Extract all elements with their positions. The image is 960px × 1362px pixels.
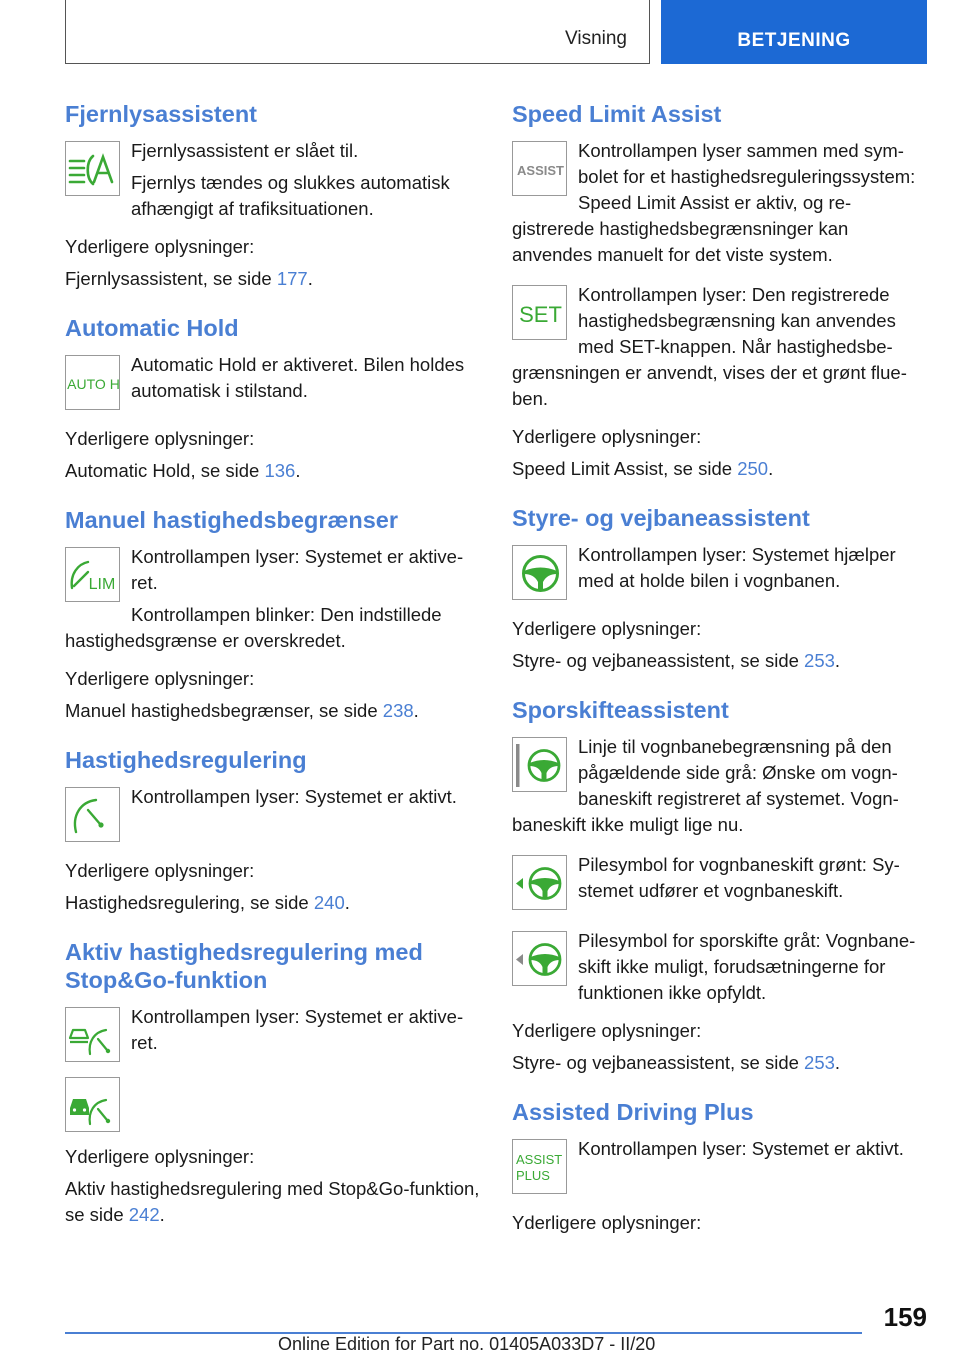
more-info-label: Yderligere oplysninger: <box>65 236 255 257</box>
page-header <box>65 0 927 64</box>
entry-hastighed <box>65 784 480 846</box>
text: Kontrollampen lyser: Systemet hjælper med at holde bilen i vognbanen. <box>578 544 896 591</box>
acc-vehicle-detected-icon <box>65 1077 120 1132</box>
steering-wheel-gray-line-icon <box>512 737 567 792</box>
entry-styre <box>512 542 927 604</box>
more-info-label: Yderligere oplysninger: <box>65 1146 255 1167</box>
text: Linje til vognbanebegrænsning på den pågældende side grå: Ønske om vognbaneskift registreret af systemet. Vognbaneskift ikke muligt lige nu. <box>512 736 899 835</box>
text: Kontrollampen lyser sammen med symbolet for et hastighedsreguleringssystem: Speed Limit Assist er aktiv, og registrerede hastighedsbegrænsninger kan anvendes manuelt for det viste system. <box>512 140 916 265</box>
cruise-control-icon <box>65 787 120 842</box>
entry-fjernlys <box>65 138 480 222</box>
cross-reference: Styre- og vejbaneassistent, se side 253. <box>512 1052 841 1073</box>
auto-hold-icon-text: AUTO H <box>67 376 120 392</box>
more-info-label: Yderligere oplysninger: <box>65 668 255 689</box>
more-info-label: Yderligere oplysninger: <box>65 860 255 881</box>
entry-adp <box>512 1136 927 1198</box>
speed-limiter-icon <box>65 547 120 602</box>
entry-aktiv-2 <box>65 1074 480 1132</box>
speed-limiter-icon-text: LIM <box>88 576 116 593</box>
cross-reference: Hastighedsregulering, se side 240. <box>65 892 350 913</box>
section-title-aktiv: Aktiv hastighedsregulering med Stop&Go-funktion <box>65 939 423 993</box>
text: Kontrollampen lyser: Systemet er aktivt. <box>578 1138 904 1159</box>
text: Automatic Hold er aktiveret. Bilen holdes automatisk i stilstand. <box>131 354 465 401</box>
entry-spor-gray-line <box>512 734 927 838</box>
header-section-box <box>65 0 650 64</box>
high-beam-assist-icon <box>65 141 120 196</box>
more-info-label: Yderligere oplysninger: <box>512 618 702 639</box>
section-title-hastighed: Hastighedsregulering <box>65 747 307 773</box>
section-title-autohold: Automatic Hold <box>65 315 239 341</box>
assist-icon-text: ASSIST <box>517 163 564 178</box>
section-title-speedlimit: Speed Limit Assist <box>512 101 722 127</box>
cross-reference: Manuel hastighedsbegrænser, se side 238. <box>65 700 419 721</box>
assist-icon <box>512 141 567 196</box>
text: Fjernlysassistent er slået til. <box>131 140 359 161</box>
text: Fjernlys tændes og slukkes automatisk afhængigt af trafiksituationen. <box>131 172 450 219</box>
section-title-fjernlys: Fjernlysassistent <box>65 101 258 127</box>
section-title-adp: Assisted Driving Plus <box>512 1099 754 1125</box>
text: Kontrollampen lyser: Systemet er aktivt. <box>131 786 457 807</box>
section-title-spor: Sporskifteassistent <box>512 697 729 723</box>
page-link[interactable]: 242 <box>128 1204 160 1225</box>
more-info-label: Yderligere oplysninger: <box>512 1212 702 1233</box>
acc-outline-icon <box>65 1007 120 1062</box>
section-title-manuel: Manuel hastighedsbegrænser <box>65 507 398 533</box>
page-number: 159 <box>883 1302 927 1332</box>
cross-reference: Fjernlysassistent, se side 177. <box>65 268 313 289</box>
assist-plus-icon-line2: PLUS <box>516 1168 550 1183</box>
footer-edition-text: Online Edition for Part no. 01405A033D7 - II/20 <box>278 1334 656 1354</box>
text: Kontrollampen lyser: Systemet er aktiveret. <box>131 1006 464 1053</box>
steering-wheel-green-arrow-icon <box>512 855 567 910</box>
set-icon-text: SET <box>519 302 562 327</box>
text: Kontrollampen lyser: Systemet er aktiveret. <box>131 546 464 593</box>
page-link[interactable]: 240 <box>313 892 345 913</box>
page-link[interactable]: 253 <box>804 1052 835 1073</box>
cross-reference: Aktiv hastighedsregulering med Stop&Go-funktion, se side 242. <box>65 1178 480 1225</box>
left-column <box>65 100 480 1228</box>
assist-plus-icon-line1: ASSIST <box>516 1152 563 1167</box>
entry-aktiv <box>65 1004 480 1066</box>
header-section-label: Visning <box>565 28 627 49</box>
steering-wheel-icon <box>512 545 567 600</box>
entry-spor-gray-arrow <box>512 928 927 1006</box>
page-link[interactable]: 250 <box>737 458 769 479</box>
auto-hold-icon <box>65 355 120 410</box>
text: Pilesymbol for vognbaneskift grønt: Systemet udfører et vognbaneskift. <box>578 854 900 901</box>
page-link[interactable]: 136 <box>264 460 296 481</box>
entry-spor-green-arrow <box>512 852 927 914</box>
entry-speedlimit-assist <box>512 138 927 268</box>
header-chapter-tab: BETJENING <box>661 0 927 64</box>
steering-wheel-gray-arrow-icon <box>512 931 567 986</box>
cross-reference: Automatic Hold, se side 136. <box>65 460 301 481</box>
text: Pilesymbol for sporskifte gråt: Vognbaneskift ikke muligt, forudsætningerne for funktionen ikke opfyldt. <box>578 930 916 1003</box>
entry-speedlimit-set <box>512 282 927 412</box>
section-title-styre: Styre- og vejbaneassistent <box>512 505 810 531</box>
entry-autohold <box>65 352 480 414</box>
page-link[interactable]: 253 <box>804 650 835 671</box>
page-link[interactable]: 177 <box>276 268 308 289</box>
text: Kontrollampen lyser: Den registrerede hastighedsbegrænsning kan anvendes med SET-knappen. Når hastighedsbegrænsningen er anvendt, vises der et grønt flueben. <box>512 284 907 409</box>
cross-reference: Styre- og vejbaneassistent, se side 253. <box>512 650 841 671</box>
page-link[interactable]: 238 <box>382 700 414 721</box>
set-icon <box>512 285 567 340</box>
entry-manuel <box>65 544 480 654</box>
more-info-label: Yderligere oplysninger: <box>65 428 255 449</box>
more-info-label: Yderligere oplysninger: <box>512 1020 702 1041</box>
right-column <box>512 100 927 1236</box>
assist-plus-icon <box>512 1139 567 1194</box>
more-info-label: Yderligere oplysninger: <box>512 426 702 447</box>
text: Kontrollampen blinker: Den indstillede hastighedsgrænse er overskredet. <box>65 604 442 651</box>
cross-reference: Speed Limit Assist, se side 250. <box>512 458 774 479</box>
